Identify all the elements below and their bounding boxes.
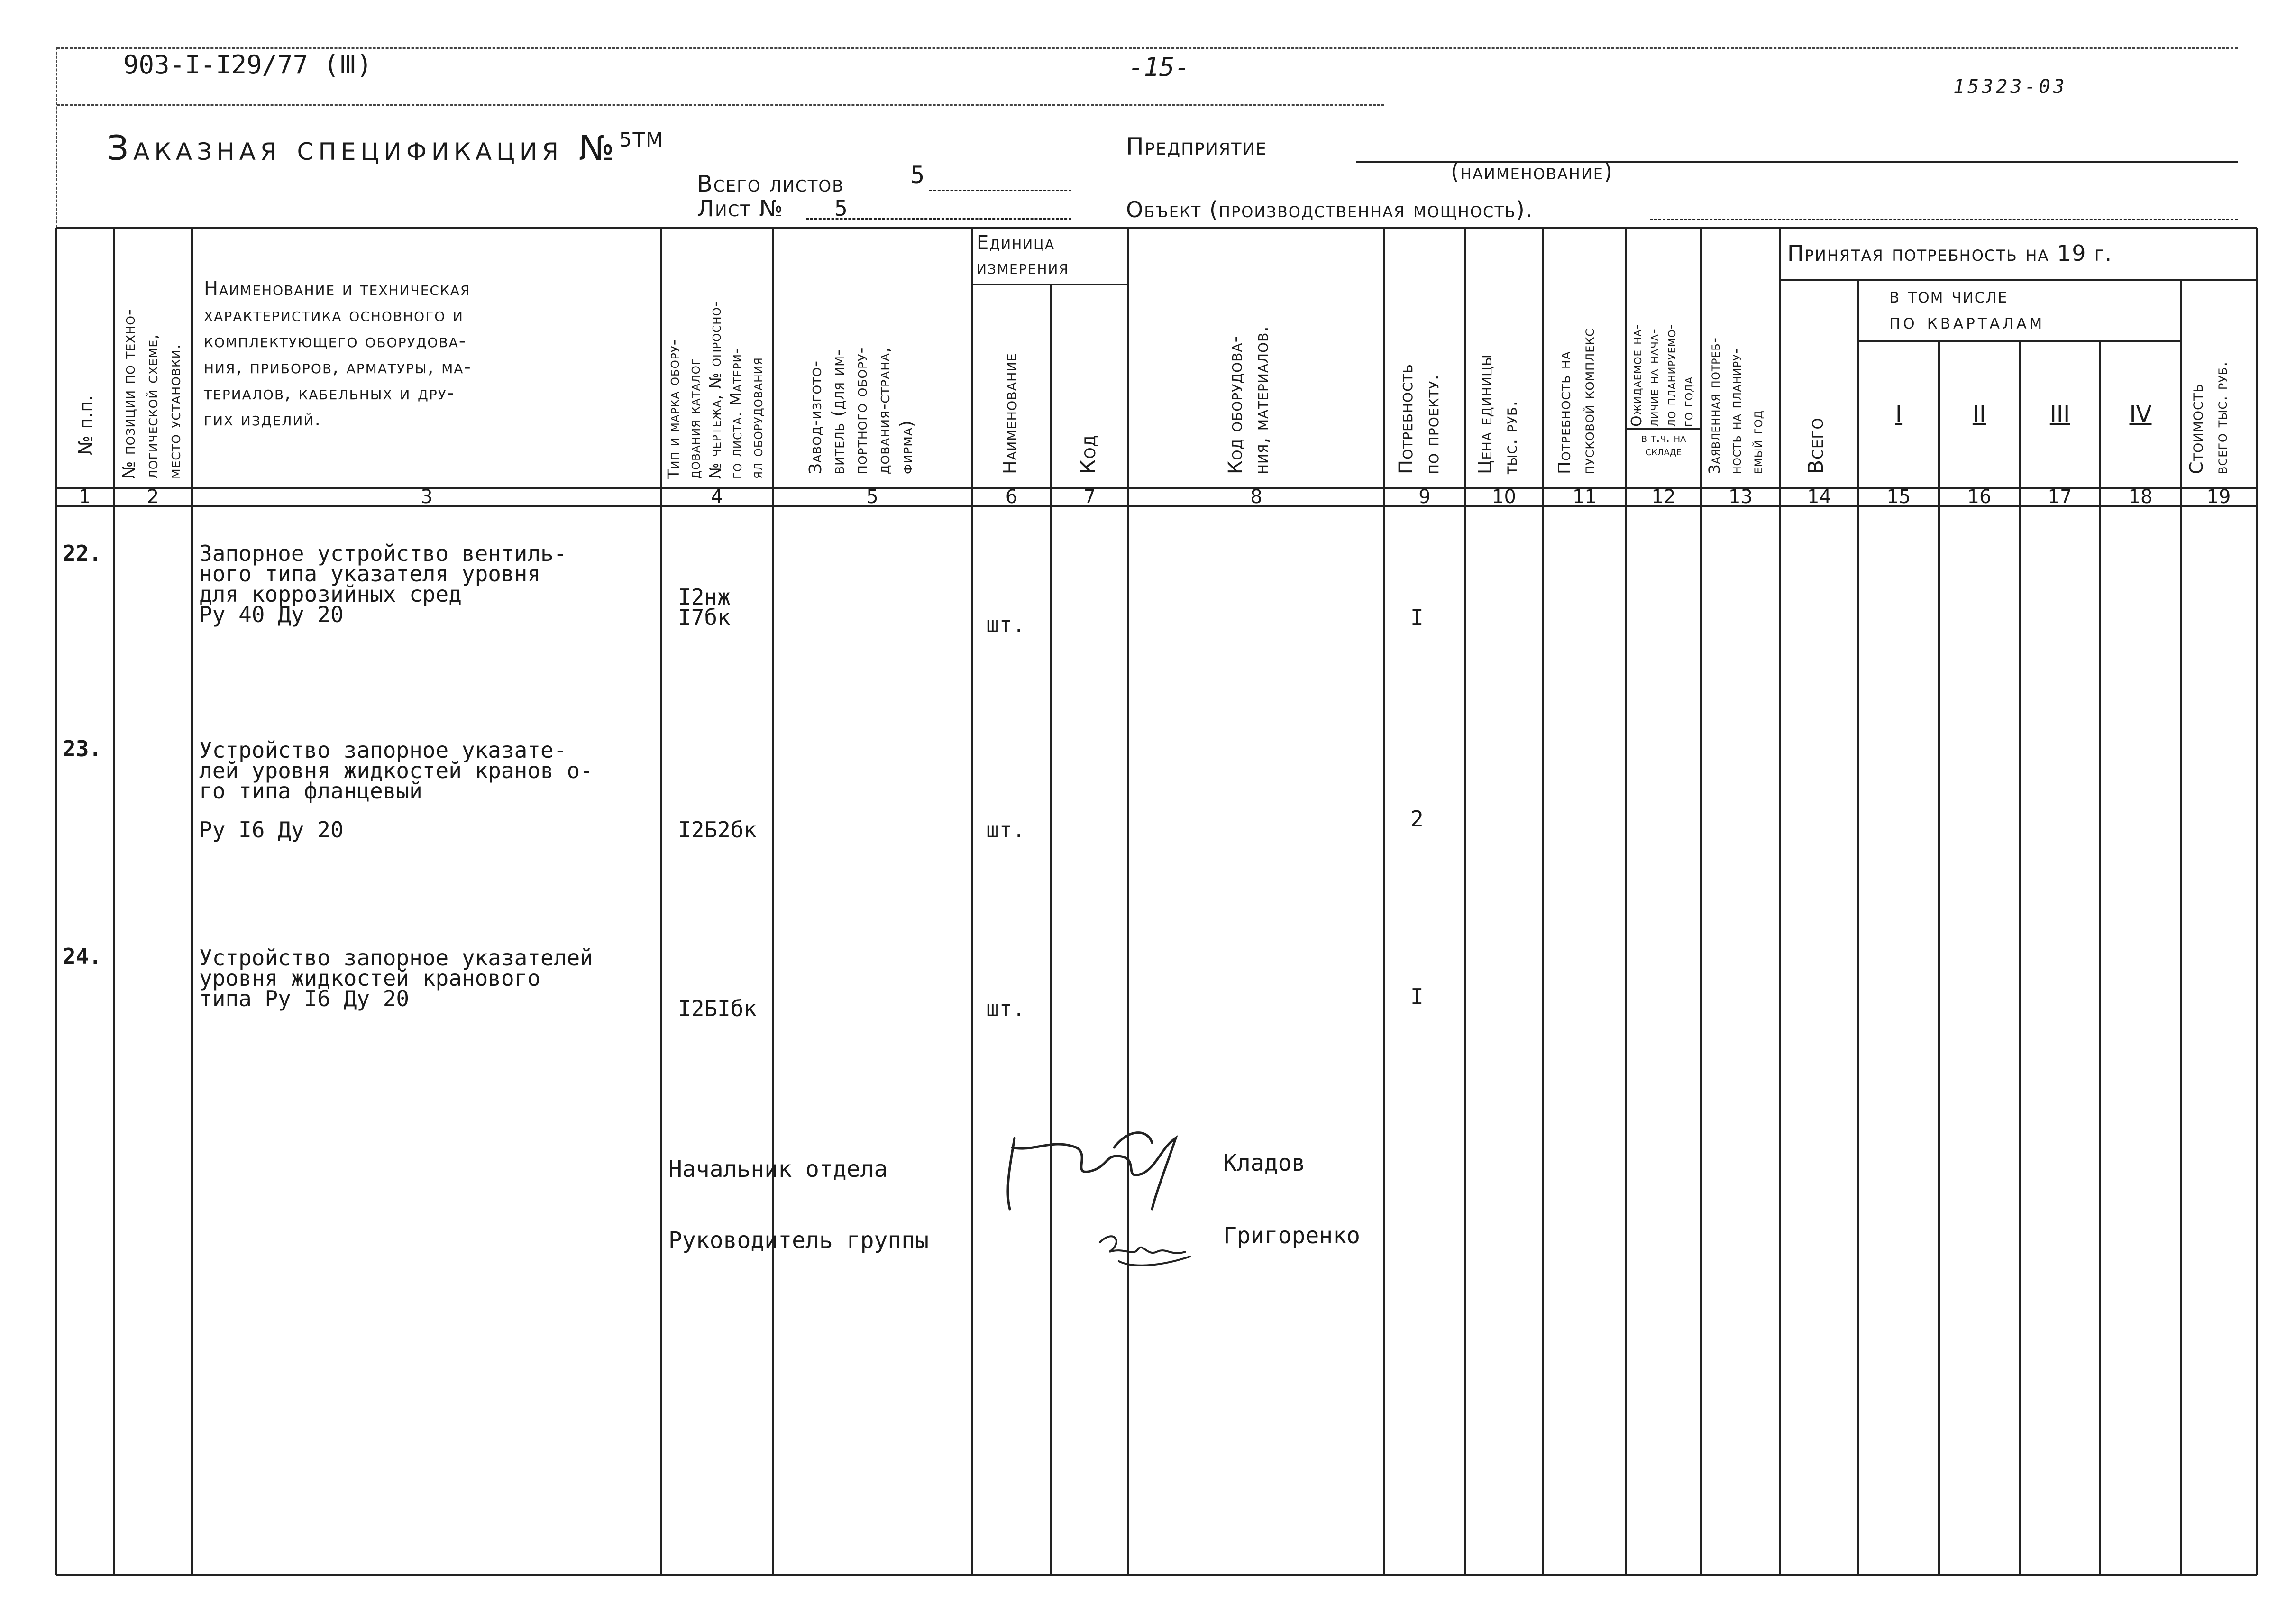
col5-header-2: витель (для им- (829, 349, 848, 474)
row-23-desc-2: лей уровня жидкостей кранов о- (199, 758, 593, 783)
col4-header-2: дования каталог (685, 358, 704, 479)
colnum-3: 3 (421, 486, 433, 508)
sheet-label: Лист № (697, 195, 784, 222)
row-24-qty: I (1410, 984, 1424, 1009)
col4-header-1: Тип и марка обору- (664, 339, 683, 479)
row-24-desc-3: типа Ру I6 Ду 20 (199, 986, 410, 1011)
col12-header-3: ло планируемо- (1663, 323, 1679, 427)
handwritten-signature-1 (996, 1119, 1214, 1223)
quarter-4-header: IV (2129, 401, 2152, 428)
colnum-12: 12 (1651, 486, 1676, 508)
col3-header-5: териалов, кабельных и дру- (204, 382, 455, 404)
row-22-number: 22. (63, 541, 102, 566)
col9-header-2: по проекту. (1421, 374, 1443, 474)
archive-number: 15323-03 (1953, 76, 2067, 98)
col13-header-3: емый год (1748, 410, 1766, 474)
col12-header-2: личие на нача- (1646, 328, 1662, 427)
unit-group-header-2: измерения (977, 257, 1069, 278)
spec-title-text: Заказная спецификация № (107, 128, 619, 168)
col14-header: Всего (1804, 417, 1828, 474)
col4-header-3: № чертежа, № опросно- (706, 301, 724, 479)
col1-header: № п.п. (75, 395, 97, 455)
signature-role-1: Начальник отдела (668, 1156, 888, 1183)
quarters-header-2: по кварталам (1889, 310, 2045, 334)
col2-header-3: место установки. (165, 343, 184, 479)
col10-header-2: тыс. руб. (1500, 400, 1521, 474)
col19-header-2: всего тыс. руб. (2212, 361, 2231, 474)
colnum-9: 9 (1418, 486, 1431, 508)
unit-group-header-1: Единица (977, 232, 1055, 254)
colnum-2: 2 (146, 486, 159, 508)
total-sheets-value: 5 (910, 161, 925, 189)
enterprise-caption: (наименование) (1451, 159, 1613, 184)
col8-header-2: ния, материалов. (1251, 326, 1272, 474)
colnum-10: 10 (1492, 486, 1516, 508)
spec-number: 5ТМ (619, 128, 664, 151)
col7-header: Код (1076, 435, 1100, 474)
page-number: -15- (1128, 52, 1190, 82)
col13-header-2: ность на планиру- (1727, 348, 1745, 474)
row-22-desc-1: Запорное устройство вентиль- (199, 541, 567, 566)
row-24-desc-1: Устройство запорное указателей (199, 945, 593, 971)
handwritten-signature-2 (1090, 1223, 1204, 1275)
enterprise-label: Предприятие (1126, 133, 1267, 160)
col2-header-2: логической схеме, (142, 333, 162, 479)
colnum-5: 5 (866, 486, 878, 508)
colnum-8: 8 (1250, 486, 1262, 508)
colnum-1: 1 (79, 486, 91, 508)
row-22-desc-2: ного типа указателя уровня (199, 561, 541, 587)
sheet-value: 5 (834, 195, 848, 221)
quarter-1-header: I (1895, 401, 1903, 428)
quarters-header-1: в том числе (1889, 284, 2008, 308)
row-23-type-1: I2Б2бк (678, 817, 757, 843)
row-22-desc-4: Ру 40 Ду 20 (199, 602, 344, 627)
col13-header-1: Заявленная потреб- (1705, 337, 1723, 474)
colnum-4: 4 (711, 486, 723, 508)
col5-header-3: портного обору- (851, 347, 871, 474)
accepted-need-header: Принятая потребность на 19 г. (1787, 240, 2113, 266)
colnum-18: 18 (2128, 486, 2153, 508)
row-22-type-2: I7бк (678, 605, 731, 630)
colnum-15: 15 (1886, 486, 1911, 508)
col4-header-4: го листа. Матери- (727, 348, 745, 479)
colnum-14: 14 (1807, 486, 1831, 508)
signature-name-2: Григоренко (1223, 1222, 1360, 1249)
col8-header-1: Код оборудова- (1225, 335, 1246, 474)
colnum-6: 6 (1005, 486, 1018, 508)
colnum-17: 17 (2048, 486, 2072, 508)
colnum-13: 13 (1729, 486, 1753, 508)
col12-header-1: Ожидаемое на- (1628, 323, 1645, 427)
col11-header-2: пусковой комплекс (1579, 328, 1598, 474)
row-23-qty: 2 (1410, 806, 1424, 832)
row-22-unit: шт. (986, 612, 1026, 637)
col3-header-2: характеристика основного и (204, 304, 464, 326)
col10-header-1: Цена единицы (1475, 354, 1496, 474)
quarter-3-header: III (2049, 401, 2070, 428)
col5-header-4: дования-страна, (874, 347, 894, 474)
col3-header-1: Наименование и техническая (204, 278, 471, 300)
colnum-19: 19 (2206, 486, 2231, 508)
row-23-number: 23. (63, 736, 102, 762)
row-23-desc-4: Ру I6 Ду 20 (199, 817, 344, 843)
col5-header-1: Завод-изгото- (806, 360, 825, 474)
colnum-11: 11 (1573, 486, 1597, 508)
doc-code: 903-I-I29/77 (Ⅲ) (123, 50, 372, 80)
col5-header-5: фирма) (897, 420, 916, 474)
total-sheets-label: Всего листов (697, 171, 844, 197)
row-23-desc-3: го типа фланцевый (199, 778, 422, 804)
signature-name-1: Кладов (1223, 1150, 1306, 1176)
colnum-7: 7 (1083, 486, 1096, 508)
object-label: Объект (производственная мощность). (1126, 197, 1534, 222)
quarter-2-header: II (1972, 401, 1986, 428)
row-24-desc-2: уровня жидкостей кранового (199, 965, 541, 991)
row-22-desc-3: для коррозийных сред (199, 581, 462, 607)
col6-header: Наименование (1000, 353, 1021, 474)
row-22-type-1: I2нж (678, 584, 731, 610)
row-22-qty: I (1410, 605, 1424, 630)
col12-sub-header: в т.ч. на складе (1641, 431, 1686, 459)
row-24-type-1: I2БIбк (678, 996, 757, 1021)
col9-header-1: Потребность (1395, 364, 1417, 474)
row-23-desc-1: Устройство запорное указате- (199, 737, 567, 763)
col11-header-1: Потребность на (1555, 351, 1574, 474)
col2-header-1: № позиции по техно- (119, 309, 139, 479)
col19-header-1: Стоимость (2186, 383, 2207, 474)
row-24-unit: шт. (986, 996, 1026, 1021)
row-24-number: 24. (63, 944, 102, 969)
col3-header-4: ния, приборов, арматуры, ма- (204, 356, 472, 378)
col12-header-4: го года (1680, 376, 1696, 427)
col3-header-3: комплектующего оборудова- (204, 330, 467, 352)
col3-header-6: гих изделий. (204, 408, 322, 430)
col4-header-5: ял оборудования (748, 357, 766, 479)
signature-role-2: Руководитель группы (668, 1227, 929, 1254)
row-23-unit: шт. (986, 817, 1026, 843)
colnum-16: 16 (1967, 486, 1992, 508)
